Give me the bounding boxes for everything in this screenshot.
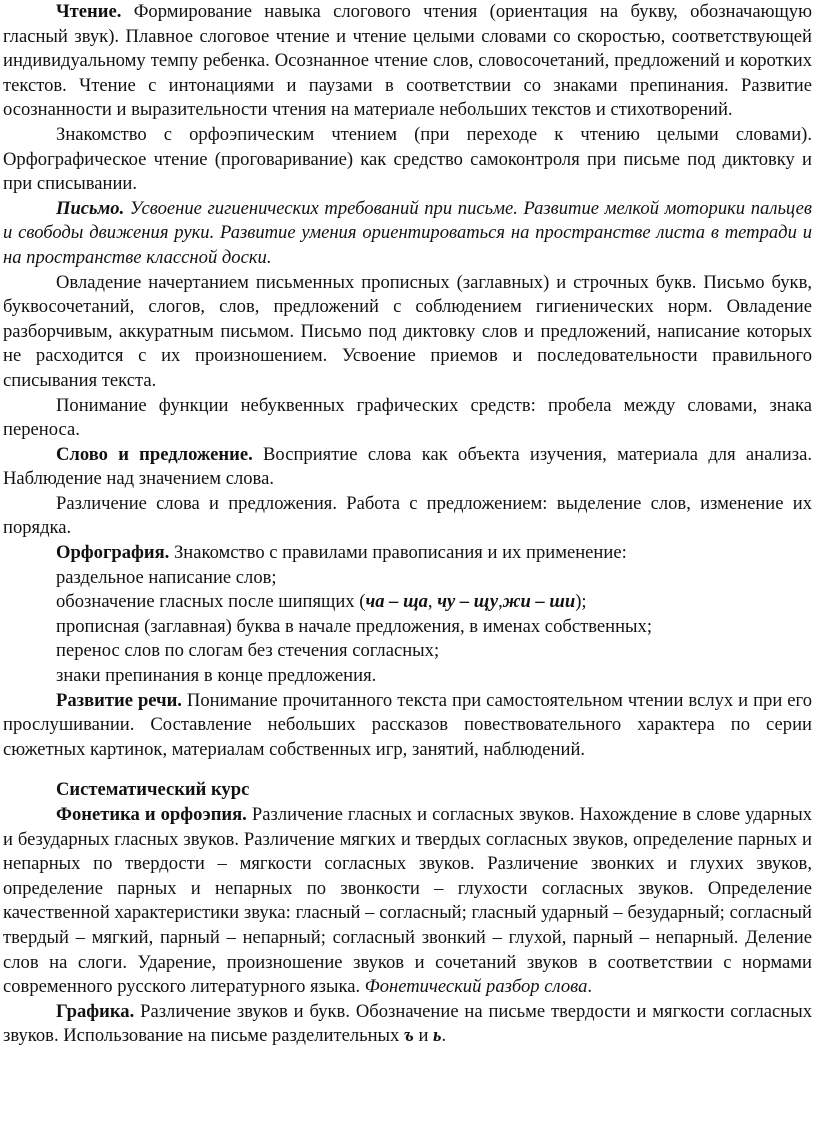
paragraph-rule-4 bbox=[3, 639, 812, 664]
text-run: Формирование навыка слогового чтения (ориентация на букву, обозначающую гласный звук). Плавное слоговое чтение и чтение целыми словами со скоростью, соответствующей индивидуальному темпу ребенка. Осознанное чтение слов, словосочетаний, предложений и коротких текстов. Чтение с интонациями и паузами в соответствии со знаками препинания. Развитие осознанности и выразительности чтения на материале небольших текстов и стихотворений. bbox=[3, 1, 812, 121]
text-run: Различение звуков и букв. Обозначение на письме твердости и мягкости согласных звуков. Использование на письме разделительных bbox=[3, 1000, 812, 1047]
emphasis-run: чу – щу bbox=[437, 591, 499, 613]
text-run: Понимание функции небуквенных графических средств: пробела между словами, знака переноса. bbox=[3, 394, 812, 441]
paragraph-rule-2 bbox=[3, 590, 812, 615]
paragraph-reading bbox=[3, 0, 812, 123]
emphasis-run: Усвоение гигиенических требований при письме. Развитие мелкой моторики пальцев и свободы движения руки. Развитие умения ориентироваться на пространстве листа в тетради и на пространстве классной доски. bbox=[3, 197, 812, 268]
text-run: и bbox=[413, 1025, 434, 1047]
paragraph-writing bbox=[3, 197, 812, 271]
paragraph-orthoepic bbox=[3, 123, 812, 197]
text-run: ); bbox=[575, 591, 587, 613]
paragraph-graphics bbox=[3, 1000, 812, 1049]
text-run: знаки препинания в конце предложения. bbox=[56, 665, 377, 687]
text-run: Различение слова и предложения. Работа с предложением: выделение слов, изменение их порядка. bbox=[3, 492, 812, 539]
emphasis-run: Чтение. bbox=[56, 1, 122, 22]
text-run: раздельное написание слов; bbox=[56, 566, 277, 588]
paragraph-rule-5 bbox=[3, 664, 812, 689]
text-run: Восприятие слова как объекта изучения, материала для анализа. Наблюдение над значением слова. bbox=[3, 443, 813, 490]
paragraph-speech bbox=[3, 689, 812, 763]
paragraph-orthography bbox=[3, 541, 812, 566]
paragraph-systematic bbox=[3, 778, 812, 803]
emphasis-run: Систематический курс bbox=[56, 779, 250, 801]
paragraph-word-sentence bbox=[3, 492, 812, 541]
paragraph-letters bbox=[3, 271, 812, 394]
emphasis-run: Письмо. bbox=[56, 197, 125, 219]
emphasis-run: ь bbox=[433, 1025, 442, 1047]
emphasis-run: ча – ща bbox=[365, 591, 428, 613]
text-run: Различение гласных и согласных звуков. Нахождение в слове ударных и безударных гласных звуков. Различение мягких и твердых согласных звуков, определение парных и непарных по твердости – мягкости согласных звуков. Различение звонких и глухих звуков, определение парных и непарных по звонкости – глухости согласных звуков. Определение качественной характеристики звука: гласный – согласный; гласный ударный – безударный; согласный твердый – мягкий, парный – непарный; согласный звонкий – глухой, парный – непарный. Деление слов на слоги. Ударение, произношение звуков и сочетаний звуков в соответствии с нормами современного русского литературного языка. bbox=[3, 804, 813, 998]
emphasis-run: Фонетический разбор слова bbox=[364, 976, 588, 998]
paragraph-phonetics bbox=[3, 803, 812, 1000]
text-run: , bbox=[498, 591, 503, 613]
emphasis-run: жи – ши bbox=[502, 591, 576, 613]
text-run: Понимание прочитанного текста при самостоятельном чтении вслух и при его прослушивании. Составление небольших рассказов повествовательного характера по серии сюжетных картинок, материалам собственных игр, занятий, наблюдений. bbox=[3, 689, 813, 760]
emphasis-run: ъ bbox=[404, 1025, 414, 1047]
emphasis-run: Слово и предложение. bbox=[56, 443, 253, 465]
text-run: Знакомство с орфоэпическим чтением (при переходе к чтению целыми словами). Орфографическое чтение (проговаривание) как средство самоконтроля при письме под диктовку и при списывании. bbox=[3, 123, 812, 195]
text-run: . bbox=[587, 976, 593, 998]
text-run: . bbox=[441, 1025, 447, 1047]
text-run: , bbox=[427, 591, 438, 613]
text-run: прописная (заглавная) буква в начале предложения, в именах собственных; bbox=[56, 615, 652, 637]
paragraph-rule-1 bbox=[3, 566, 812, 591]
emphasis-run: Фонетика и орфоэпия. bbox=[56, 804, 247, 825]
text-run: обозначение гласных после шипящих ( bbox=[56, 591, 366, 613]
emphasis-run: Развитие речи. bbox=[56, 689, 182, 711]
text-run: Знакомство с правилами правописания и их применение: bbox=[169, 542, 627, 564]
text-run: перенос слов по слогам без стечения согласных; bbox=[56, 640, 440, 662]
paragraph-rule-3 bbox=[3, 615, 812, 640]
paragraph-graphic bbox=[3, 394, 812, 443]
emphasis-run: Графика. bbox=[56, 1000, 135, 1022]
emphasis-run: Орфография. bbox=[56, 542, 170, 564]
paragraph-word bbox=[3, 443, 812, 492]
text-run: Овладение начертанием письменных прописных (заглавных) и строчных букв. Письмо букв, буквосочетаний, слогов, слов, предложений с соблюдением гигиенических норм. Овладение разборчивым, аккуратным письмом. Письмо под диктовку слов и предложений, написание которых не расходится с их произношением. Усвоение приемов и последовательности правильного списывания текста. bbox=[3, 271, 812, 391]
